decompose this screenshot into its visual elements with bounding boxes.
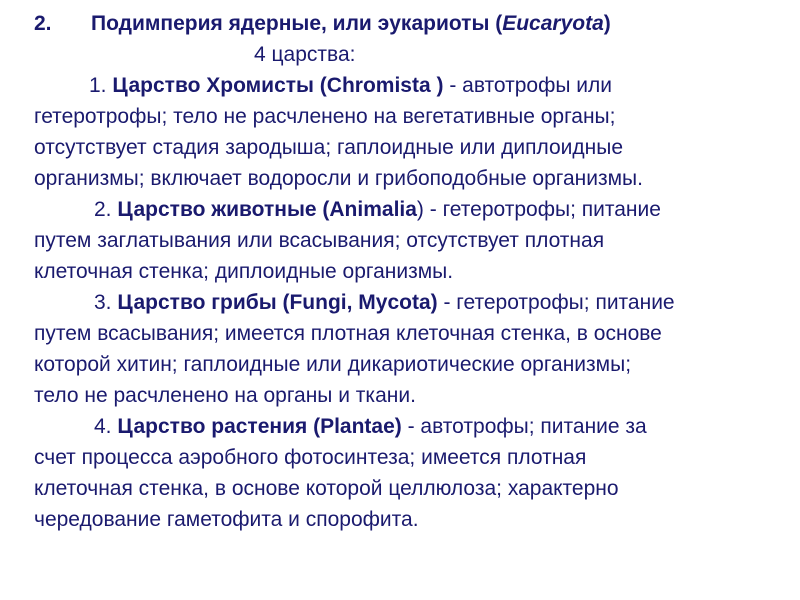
kingdom-3-line-3: тело не расчленено на органы и ткани. [34, 384, 416, 407]
kingdom-4-line-1: счет процесса аэробного фотосинтеза; имеется плотная [34, 446, 587, 469]
kingdom-3-line-1: путем всасывания; имеется плотная клеточная стенка, в основе [34, 322, 662, 345]
kingdom-1-line-2: отсутствует стадия зародыша; гаплоидные или диплоидные [34, 136, 624, 159]
subheading: 4 царства: [254, 43, 356, 66]
kingdom-3-line-2: которой хитин; гаплоидные или дикариотические организмы; [34, 353, 632, 376]
kingdom-2-line-0: ) - гетеротрофы; питание [416, 198, 661, 221]
heading-number: 2. [34, 12, 52, 35]
kingdom-4-line-0: - автотрофы; питание за [401, 415, 647, 438]
heading-title-post: ) [603, 12, 611, 35]
heading-title-pre: Подимперия ядерные, или эукариоты ( [91, 12, 503, 35]
kingdom-1-first-line [34, 70, 774, 101]
kingdom-4-name: Царство растения (Plantae) [117, 415, 402, 438]
kingdom-3-first-line [34, 287, 774, 318]
heading-title-latin: Eucaryota [502, 12, 604, 35]
kingdom-1-number: 1. [89, 74, 113, 97]
kingdom-2-line-1: путем заглатывания или всасывания; отсутствует плотная [34, 229, 605, 252]
heading-line [34, 8, 774, 39]
kingdom-1-name: Царство Хромисты (Chromista ) [112, 74, 444, 97]
kingdom-4-line-3: чередование гаметофита и спорофита. [34, 508, 419, 531]
kingdom-2-first-line [34, 194, 774, 225]
kingdom-3-number: 3. [94, 291, 118, 314]
kingdom-4-number: 4. [94, 415, 118, 438]
kingdom-2-name: Царство животные (Animalia [117, 198, 417, 221]
kingdom-2-line-2: клеточная стенка; диплоидные организмы. [34, 260, 454, 283]
kingdom-4-line-2: клеточная стенка, в основе которой целлюлоза; характерно [34, 477, 619, 500]
slide-text [34, 8, 774, 535]
kingdom-3-name: Царство грибы (Fungi, Mycota) [117, 291, 438, 314]
kingdom-2-number: 2. [94, 198, 118, 221]
kingdom-4-first-line [34, 411, 774, 442]
kingdom-1-line-1: гетеротрофы; тело не расчленено на вегетативные органы; [34, 105, 616, 128]
kingdom-1-line-0: - автотрофы или [443, 74, 613, 97]
kingdom-1-line-3: организмы; включает водоросли и грибоподобные организмы. [34, 167, 643, 190]
kingdom-3-line-0: - гетеротрофы; питание [437, 291, 675, 314]
